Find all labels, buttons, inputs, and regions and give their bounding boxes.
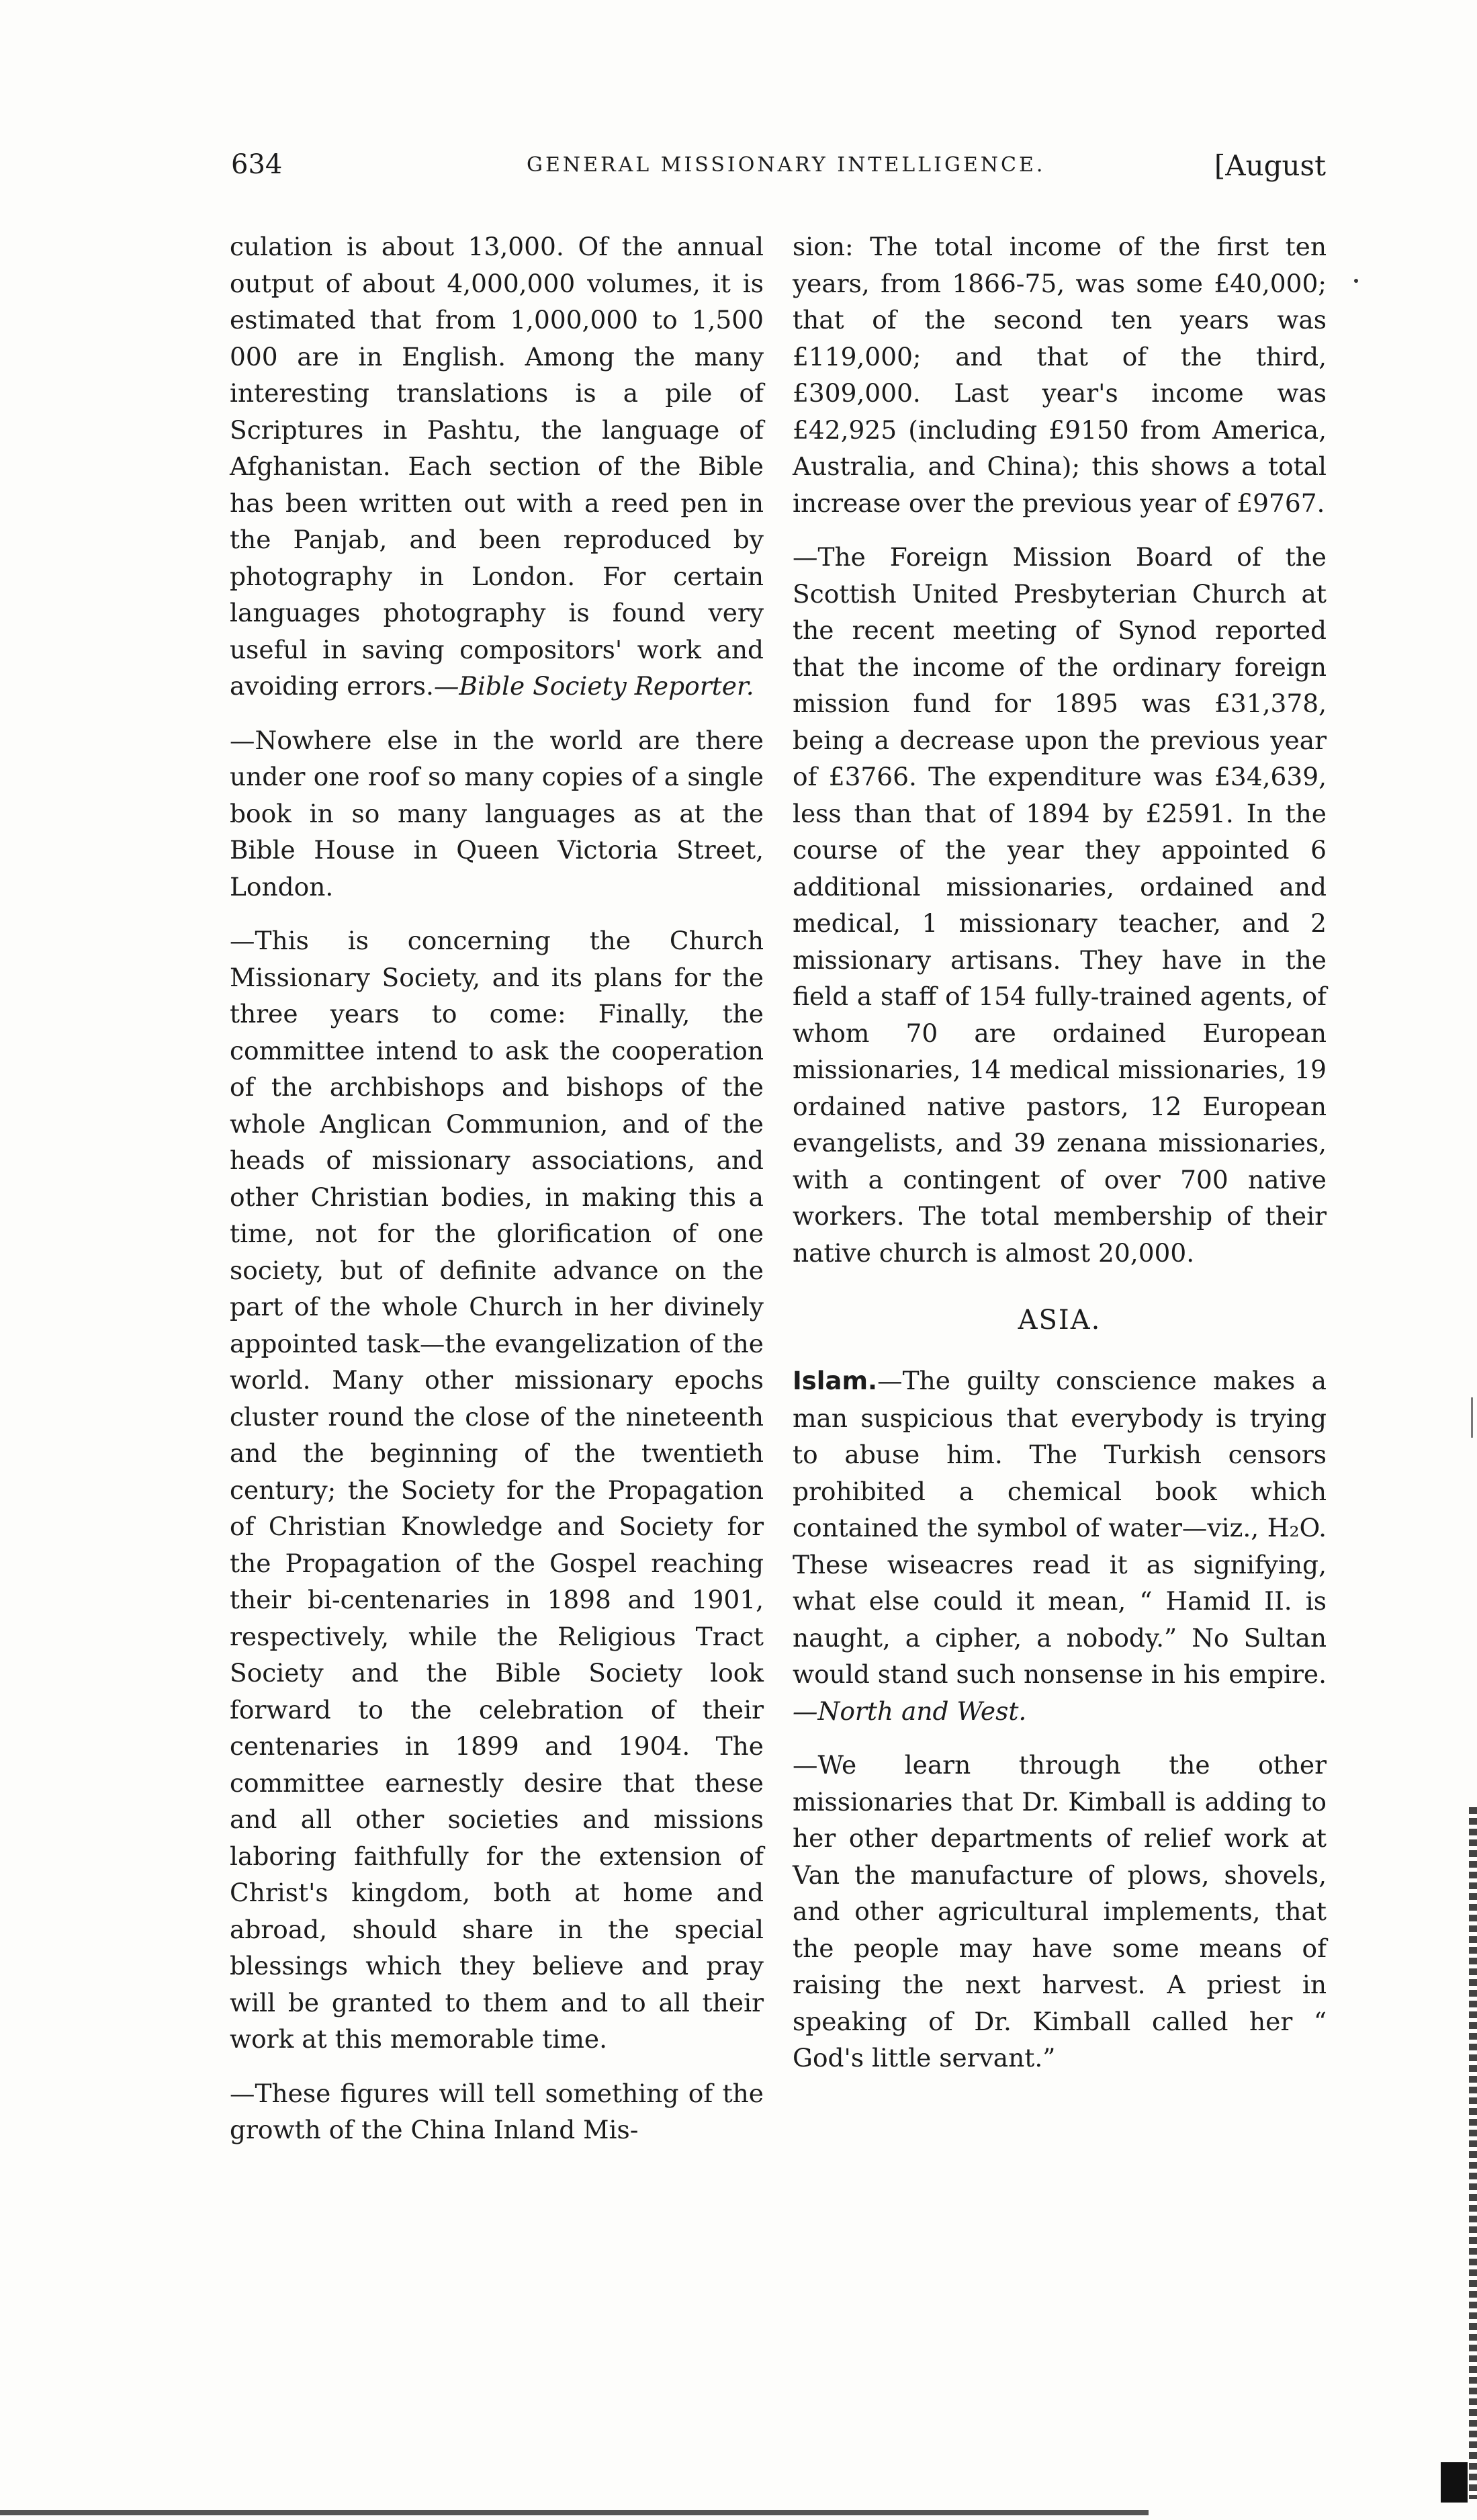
page-number: 634	[231, 149, 283, 180]
paragraph-bible-output	[230, 228, 764, 705]
paragraph-text: —The guilty conscience makes a man suspicious that everybody is trying to abuse him. The Turkish censors prohibited a chemical book which contained the symbol of water—viz., H₂O. These wiseacres read it as signifying, what else could it mean, “ Hamid II. is naught, a cipher, a nobody.” No Sultan would stand such nonsense in his empire.	[793, 1366, 1327, 1689]
citation: —Bible Society Reporter.	[433, 671, 754, 701]
paragraph-scottish-presbyterian: —The Foreign Mission Board of the Scottish United Presbyterian Church at the recent meeting of Synod reported that the income of the ordinary foreign mission fund for 1895 was £31,378, being a decrease upon the previous year of £3766. The expenditure was £34,639, less than that of 1894 by £2591. In the course of the year they appointed 6 additional missionaries, ordained and medical, 1 missionary teacher, and 2 missionary artisans. They have in the field a staff of 154 fully-trained agents, of whom 70 are ordained European missionaries, 14 medical missionaries, 19 ordained native pastors, 12 European evangelists, and 39 zenana missionaries, with a contingent of over 700 native workers. The total membership of their native church is almost 20,000.	[793, 542, 1327, 1268]
paragraph-lead: Islam.	[793, 1366, 878, 1395]
left-column	[230, 228, 764, 2148]
paragraph-church-missionary-society: —This is concerning the Church Missionary Society, and its plans for the three years to come: Finally, the committee intend to ask the cooperation of the archbishops and bishops of the whole Anglican Communion, and of the heads of missionary associations, and other Christian bodies, in making this a time, not for the glorification of one society, but of definite advance on the part of the whole Church in her divinely appointed task—the evangelization of the world. Many other missionary epochs cluster round the close of the nineteenth and the beginning of the twentieth century; the Society for the Propagation of Christian Knowledge and Society for the Propagation of the Gospel reaching their bi-centenaries in 1898 and 1901, respectively, while the Religious Tract Society and the Bible Society look forward to the celebration of their centenaries in 1899 and 1904. The committee earnestly desire that these and all other societies and missions laboring faithfully for the extension of Christ's kingdom, both at home and abroad, should share in the special blessings which they believe and pray will be granted to them and to all their work at this memorable time.	[230, 926, 764, 2054]
scan-edge-block	[1441, 2462, 1468, 2503]
right-column	[793, 228, 1327, 2077]
paragraph-islam	[793, 1362, 1327, 1729]
running-title: GENERAL MISSIONARY INTELLIGENCE.	[527, 153, 1046, 177]
citation: —North and West.	[793, 1696, 1027, 1726]
scan-bottom-rule	[0, 2510, 1149, 2515]
section-heading-asia: ASIA.	[1018, 1305, 1102, 1336]
scan-speck	[1354, 279, 1358, 283]
paragraph-text: culation is about 13,000. Of the annual output of about 4,000,000 volumes, it is estimated that from 1,000,000 to 1,500 000 are in English. Among the many interesting translations is a pile of Scriptures in Pashtu, the language of Afghanistan. Each section of the Bible has been written out with a reed pen in the Panjab, and been reproduced by photography in London. For certain languages photography is found very useful in saving compositors' work and avoiding errors.	[230, 232, 764, 701]
paragraph-bible-house: —Nowhere else in the world are there under one roof so many copies of a single book in so many languages as at the Bible House in Queen Victoria Street, London.	[230, 725, 764, 902]
running-head	[231, 149, 1326, 189]
paragraph-china-inland-income: sion: The total income of the first ten years, from 1866-75, was some £40,000; that of the second ten years was £119,000; and that of the third, £309,000. Last year's income was £42,925 (including £9150 from America, Australia, and China); this shows a total increase over the previous year of £9767.	[793, 232, 1327, 518]
paragraph-china-inland-mission: —These figures will tell something of the growth of the China Inland Mis-	[230, 2078, 764, 2144]
running-month: [August	[1214, 149, 1326, 182]
scan-edge-mark	[1469, 1807, 1477, 2499]
paragraph-dr-kimball: —We learn through the other missionaries that Dr. Kimball is adding to her other departments of relief work at Van the manufacture of plows, shovels, and other agricultural implements, that the people may have some means of raising the next harvest. A priest in speaking of Dr. Kimball called her “ God's little servant.”	[793, 1750, 1327, 2073]
scan-speck	[1471, 1397, 1473, 1438]
